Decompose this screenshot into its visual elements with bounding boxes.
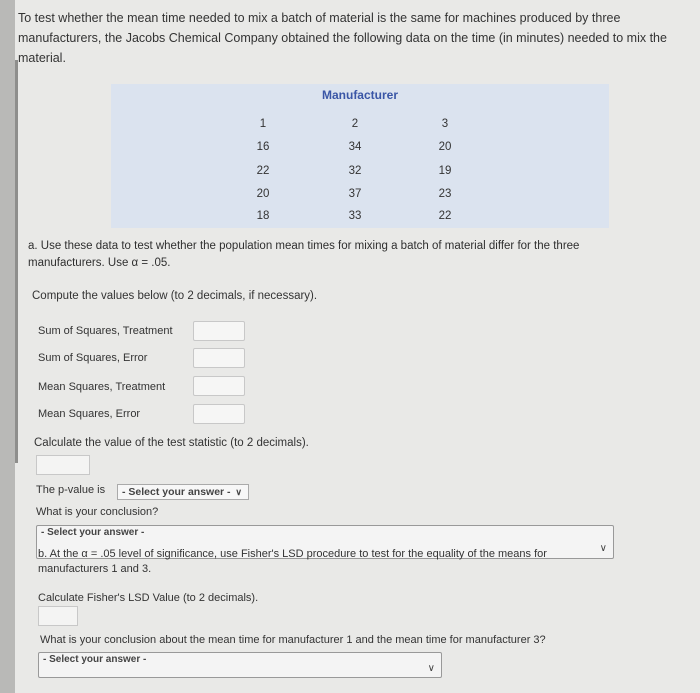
table-cell: 16 — [256, 141, 270, 153]
table-cell: 23 — [438, 188, 452, 200]
ms-treatment-input[interactable] — [193, 376, 245, 396]
chevron-down-icon: ∨ — [235, 487, 242, 497]
ss-error-input[interactable] — [193, 348, 245, 368]
ms-treatment-label: Mean Squares, Treatment — [38, 381, 166, 393]
test-stat-prompt: Calculate the value of the test statistic (to 2 decimals). — [34, 437, 309, 449]
table-header: Manufacturer — [321, 88, 398, 102]
table-cell: 22 — [256, 165, 270, 177]
table-cell: 22 — [438, 210, 452, 222]
chevron-down-icon: ∨ — [427, 663, 435, 674]
ss-error-label: Sum of Squares, Error — [38, 352, 148, 364]
part-b-prompt: b. At the α = .05 level of significance, use Fisher's LSD procedure to test for the equality of the means for manufacturers 1 and 3. — [38, 548, 547, 575]
left-edge-accent — [15, 60, 18, 463]
column-header-2: 2 — [351, 118, 359, 130]
test-stat-input[interactable] — [36, 455, 90, 475]
part-b-conclusion-select-text: - Select your answer - — [43, 654, 147, 665]
lsd-prompt: Calculate Fisher's LSD Value (to 2 decimals). — [38, 592, 259, 604]
table-cell: 37 — [348, 188, 362, 200]
column-header-1: 1 — [259, 118, 267, 130]
compute-prompt: Compute the values below (to 2 decimals, if necessary). — [32, 290, 318, 302]
table-cell: 20 — [256, 188, 270, 200]
ms-error-input[interactable] — [193, 404, 245, 424]
left-edge-bar — [0, 0, 15, 693]
part-b-conclusion-select[interactable] — [38, 652, 442, 678]
pvalue-select[interactable] — [117, 484, 249, 500]
ms-error-label: Mean Squares, Error — [38, 408, 141, 420]
ss-treatment-input[interactable] — [193, 321, 245, 341]
data-table — [111, 84, 609, 228]
pvalue-label: The p-value is — [36, 484, 106, 496]
table-cell: 18 — [256, 210, 270, 222]
part-a-prompt: a. Use these data to test whether the population mean times for mixing a batch of material differ for the three manufacturers. Use α = .05. — [28, 240, 580, 269]
conclusion-select-text: - Select your answer - — [41, 527, 145, 538]
intro-text: To test whether the mean time needed to mix a batch of material is the same for machines produced by three manufacturers, the Jacobs Chemical Company obtained the following data on the time (in minutes) needed to mix the material. — [18, 11, 667, 65]
chevron-down-icon: ∨ — [599, 543, 607, 554]
ss-treatment-label: Sum of Squares, Treatment — [38, 325, 173, 337]
pvalue-select-text: - Select your answer - — [122, 486, 231, 498]
part-b-conclusion-label: What is your conclusion about the mean time for manufacturer 1 and the mean time for manufacturer 3? — [40, 634, 546, 646]
table-cell: 33 — [348, 210, 362, 222]
table-cell: 32 — [348, 165, 362, 177]
conclusion-label: What is your conclusion? — [36, 506, 159, 518]
column-header-3: 3 — [441, 118, 449, 130]
table-cell: 19 — [438, 165, 452, 177]
lsd-input[interactable] — [38, 606, 78, 626]
table-cell: 34 — [348, 141, 362, 153]
table-cell: 20 — [438, 141, 452, 153]
